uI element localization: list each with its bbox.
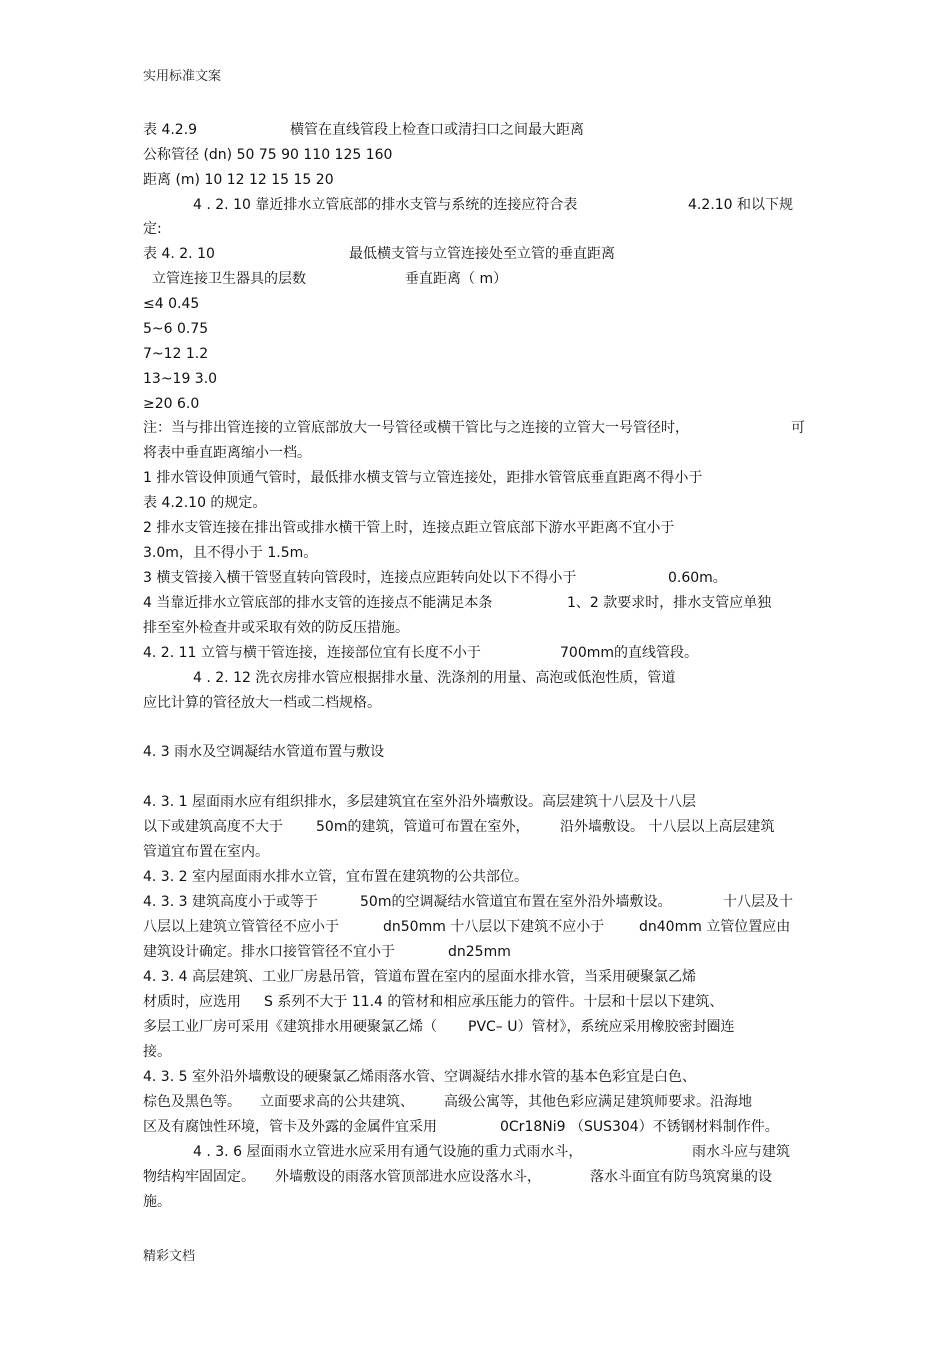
clause-4-2-10: 4 . 2. 10 靠近排水立管底部的排水支管与系统的连接应符合表 (193, 197, 578, 213)
table-row: 5~6 0.75 (143, 321, 209, 337)
clause-4-3-5-cont2-end: 0Cr18Ni9 （SUS304）不锈钢材料制作件。 (500, 1119, 779, 1135)
clause-4-3-4-cont-end: S 系列不大于 11.4 的管材和相应承压能力的管件。十层和十层以下建筑、 (264, 994, 724, 1010)
clause-4-3-6-cont: 物结构牢固固定。 (143, 1169, 255, 1185)
clause-4-3-3-cont2-end: dn25mm (448, 944, 511, 960)
clause-4-3-5: 4. 3. 5 室外沿外墙敷设的硬聚氯乙烯雨落水管、空调凝结水排水管的基本色彩宜是白色、 (143, 1069, 696, 1085)
note-tail: 可 (791, 420, 805, 436)
item-4: 4 当靠近排水立管底部的排水支管的连接点不能满足本条 (143, 595, 493, 611)
clause-4-3-5-cont-end: 高级公寓等，其他色彩应满足建筑师要求。沿海地 (444, 1094, 752, 1110)
table-row: 7~12 1.2 (143, 346, 209, 362)
item-4-cont: 排至室外检查井或采取有效的防反压措施。 (143, 620, 409, 636)
clause-4-3-4-cont2: 多层工业厂房可采用《建筑排水用硬聚氯乙烯（ (143, 1019, 437, 1035)
clause-4-3-1-cont: 以下或建筑高度不大于 (143, 819, 283, 835)
clause-4-3-6: 4 . 3. 6 屋面雨水立管进水应采用有通气设施的重力式雨水斗， (193, 1144, 583, 1160)
table-row: 13~19 3.0 (143, 371, 218, 387)
clause-4-3-4: 4. 3. 4 高层建筑、工业厂房悬吊管，管道布置在室内的屋面水排水管，当采用硬聚氯乙烯 (143, 969, 696, 985)
clause-4-3-3-cont-mid: dn50mm 十八层以下建筑不应小于 (383, 919, 605, 935)
item-2-cont: 3.0m，且不得小于 1.5m。 (143, 545, 318, 561)
clause-4-3-6-cont2: 施。 (143, 1194, 171, 1210)
item-3: 3 横支管接入横干管竖直转向管段时，连接点应距转向处以下不得小于 (143, 570, 577, 586)
clause-4-3-6-cont-end: 落水斗面宜有防鸟筑窝巢的设 (590, 1169, 772, 1185)
table-4-2-10-title: 表 4. 2. 10 (143, 246, 215, 262)
clause-4-3-3-cont: 八层以上建筑立管管径不应小于 (143, 919, 339, 935)
clause-4-3-1-cont2: 管道宜布置在室内。 (143, 844, 269, 860)
clause-4-3-4-cont3: 接。 (143, 1044, 171, 1060)
item-3-value: 0.60m。 (668, 570, 727, 586)
clause-4-3-3-mid: 50m的空调凝结水管道宜布置在室外沿外墙敷设。 (360, 894, 672, 910)
item-1-cont: 表 4.2.10 的规定。 (143, 495, 267, 511)
clause-4-3-2: 4. 3. 2 室内屋面雨水排水立管，宜布置在建筑物的公共部位。 (143, 869, 528, 885)
item-4-mid: 1、2 款要求时，排水支管应单独 (567, 595, 772, 611)
clause-4-3-3-end: 十八层及十 (723, 894, 793, 910)
clause-4-3-3-cont2: 建筑设计确定。排水口接管管径不宜小于 (143, 944, 395, 960)
table-row: ≥20 6.0 (143, 396, 200, 412)
table-4-2-9-title: 表 4.2.9 (143, 122, 198, 138)
clause-4-3-5-cont-mid: 立面要求高的公共建筑、 (260, 1094, 414, 1110)
clause-4-2-10-cont: 定: (143, 221, 162, 237)
clause-4-2-11-tail: 700mm的直线管段。 (560, 645, 698, 661)
clause-4-3-4-cont: 材质时，应选用 (143, 994, 241, 1010)
item-2: 2 排水支管连接在排出管或排水横干管上时，连接点距立管底部下游水平距离不宜小于 (143, 520, 675, 536)
note: 注：当与排出管连接的立管底部放大一号管径或横干管比与之连接的立管大一号管径时， (143, 420, 689, 436)
clause-4-3-1-cont-end: 沿外墙敷设。 十八层以上高层建筑 (560, 819, 775, 835)
clause-4-3-3-cont-end: dn40mm 立管位置应由 (639, 919, 791, 935)
section-heading-4-3: 4. 3 雨水及空调凝结水管道布置与敷设 (143, 744, 385, 760)
item-1: 1 排水管设伸顶通气管时，最低排水横支管与立管连接处，距排水管管底垂直距离不得小于 (143, 470, 703, 486)
clause-4-3-6-cont-mid: 外墙敷设的雨落水管顶部进水应设落水斗， (275, 1169, 541, 1185)
note-cont: 将表中垂直距离缩小一档。 (143, 445, 311, 461)
table-4-2-10-caption: 最低横支管与立管连接处至立管的垂直距离 (349, 246, 615, 262)
table-4-2-9-caption: 横管在直线管段上检查口或清扫口之间最大距离 (290, 122, 584, 138)
clause-4-3-5-cont: 棕色及黑色等。 (143, 1094, 241, 1110)
clause-4-2-12: 4 . 2. 12 洗衣房排水管应根据排水量、洗涤剂的用量、高泡或低泡性质，管道 (193, 670, 676, 686)
clause-4-2-10-ref: 4.2.10 和以下规 (688, 197, 793, 213)
table-4-2-10-col-floors: 立管连接卫生器具的层数 (152, 271, 306, 287)
clause-4-3-5-cont2: 区及有腐蚀性环境，管卡及外露的金属件宜采用 (143, 1119, 437, 1135)
clause-4-2-11: 4. 2. 11 立管与横干管连接，连接部位宜有长度不小于 (143, 645, 481, 661)
page-footer: 精彩文档 (143, 1249, 196, 1264)
clause-4-3-1-cont-mid: 50m的建筑，管道可布置在室外， (316, 819, 530, 835)
clause-4-3-3: 4. 3. 3 建筑高度小于或等于 (143, 894, 318, 910)
table-4-2-9-distance-row: 距离 (m) 10 12 12 15 15 20 (143, 172, 334, 188)
clause-4-3-4-cont2-end: PVC– U）管材》，系统应采用橡胶密封圈连 (468, 1019, 735, 1035)
table-4-2-10-col-distance: 垂直距离（ m） (405, 271, 508, 287)
table-row: ≤4 0.45 (143, 296, 200, 312)
clause-4-3-6-end: 雨水斗应与建筑 (692, 1144, 790, 1160)
page-header: 实用标准文案 (143, 69, 222, 84)
clause-4-3-1: 4. 3. 1 屋面雨水应有组织排水，多层建筑宜在室外沿外墙敷设。高层建筑十八层及十八层 (143, 794, 696, 810)
table-4-2-9-dn-row: 公称管径 (dn) 50 75 90 110 125 160 (143, 147, 393, 163)
clause-4-2-12-cont: 应比计算的管径放大一档或二档规格。 (143, 695, 381, 711)
